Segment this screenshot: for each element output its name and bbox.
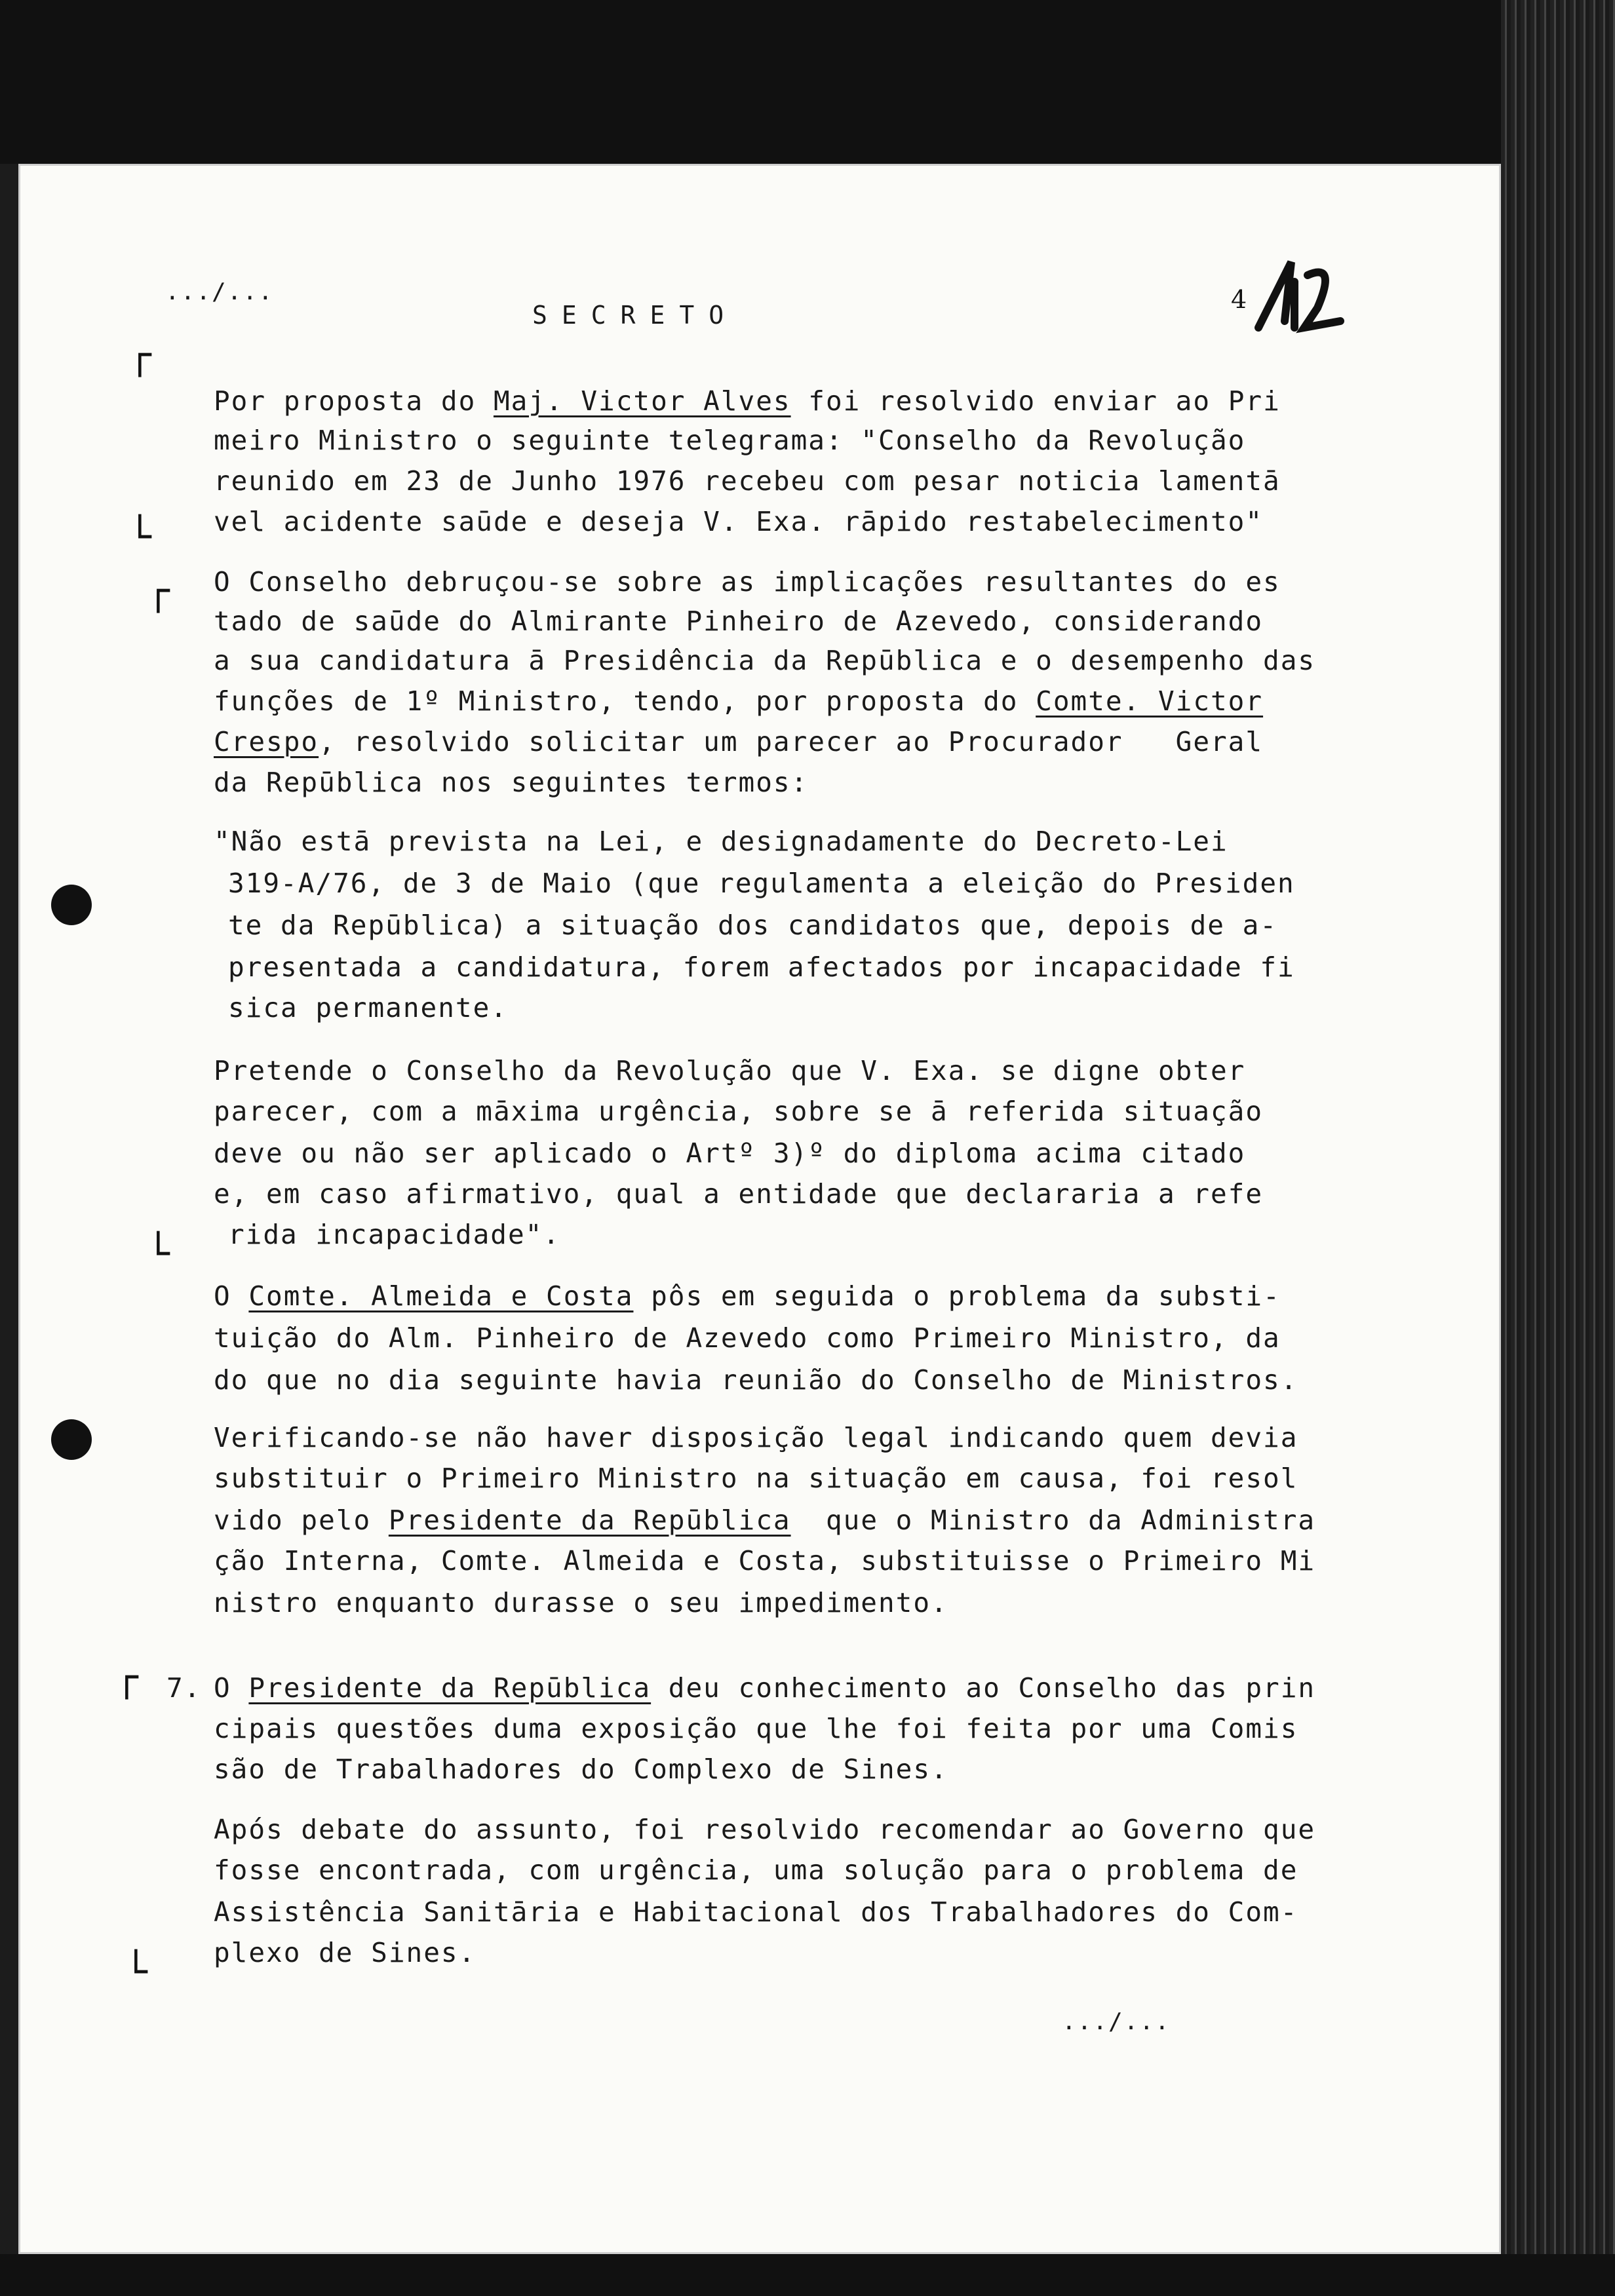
scan-border-bottom [0,2254,1615,2296]
p2-line: da Repūblica nos seguintes termos: [214,767,809,798]
punch-hole-upper [51,885,92,925]
p3-line: presentada a candidatura, forem afectados por incapacidade fi [228,951,1295,983]
punch-hole-lower [51,1419,92,1460]
p5-line: do que no dia seguinte havia reunião do Conselho de Ministros. [214,1364,1298,1396]
p2-line: O Conselho debruçou-se sobre as implicações resultantes do es [214,566,1281,598]
p6-line: ção Interna, Comte. Almeida e Costa, substituisse o Primeiro Mi [214,1545,1316,1577]
p4-line: e, em caso afirmativo, qual a entidade que declararia a refe [214,1178,1264,1210]
p2-line: tado de saūde do Almirante Pinheiro de Azevedo, considerando [214,605,1264,637]
bracket-open-mark: ┌ [115,1655,138,1699]
p4-line: rida incapacidade". [228,1219,560,1250]
name-victor-crespo: Comte. Victor [1036,685,1264,717]
p7-line: O Presidente da Repūblica deu conhecimento ao Conselho das prin [214,1672,1316,1704]
p3-line: "Não estā prevista na Lei, e designadamente do Decreto-Lei [214,826,1228,857]
p1-line: meiro Ministro o seguinte telegrama: "Conselho da Revolução [214,425,1246,456]
classification-heading: SECRETO [532,301,739,330]
p5-line: O Comte. Almeida e Costa pôs em seguida o problema da substi- [214,1280,1281,1312]
p4-line: Pretende o Conselho da Revolução que V. Exa. se digne obter [214,1055,1246,1086]
p3-line: te da Repūblica) a situação dos candidatos que, depois de a- [228,909,1278,941]
bracket-close-mark: └ [128,514,151,559]
bracket-open-mark: ┌ [147,568,170,613]
p6-line: vido pelo Presidente da Repūblica que o Ministro da Administra [214,1504,1316,1536]
p2-line: Crespo, resolvido solicitar um parecer ao Procurador Geral [214,726,1264,757]
bracket-close-mark: └ [147,1231,170,1276]
p5-line: tuição do Alm. Pinheiro de Azevedo como Primeiro Ministro, da [214,1322,1281,1354]
scan-border-right [1501,0,1615,2296]
p3-line: 319-A/76, de 3 de Maio (que regulamenta a eleição do Presiden [228,868,1295,899]
item-number: 7. [166,1672,202,1704]
name-victor-alves: Maj. Victor Alves [493,385,791,417]
p6-line: Verificando-se não haver disposição legal indicando quem devia [214,1422,1298,1453]
p3-line: sica permanente. [228,992,508,1024]
p1-line: vel acidente saūde e deseja V. Exa. rāpido restabelecimento" [214,506,1264,537]
name-presidente-da-republica: Presidente da Repūblica [248,1672,652,1704]
p8-line: Após debate do assunto, foi resolvido recomendar ao Governo que [214,1814,1316,1845]
p6-line: nistro enquanto durasse o seu impedimento. [214,1587,948,1618]
continuation-bottom: .../... [1062,2008,1171,2035]
p4-line: parecer, com a māxima urgência, sobre se ā referida situação [214,1096,1264,1127]
p1-line: reunido em 23 de Junho 1976 recebeu com pesar noticia lamentā [214,465,1281,497]
name-presidente-da-republica: Presidente da Repūblica [388,1504,791,1536]
p8-line: Assistência Sanitāria e Habitacional dos Trabalhadores do Com- [214,1896,1298,1928]
scan-border-top [0,0,1615,164]
handwritten-folio-mark [1245,249,1350,347]
bracket-open-mark: ┌ [128,332,151,377]
p6-line: substituir o Primeiro Ministro na situação em causa, foi resol [214,1463,1298,1494]
bracket-close-mark: └ [125,1949,147,1994]
p7-line: cipais questões duma exposição que lhe foi feita por uma Comis [214,1713,1298,1744]
page-number: 4 [1231,285,1247,314]
p1-line: Por proposta do Maj. Victor Alves foi resolvido enviar ao Pri [214,385,1281,417]
p7-line: são de Trabalhadores do Complexo de Sines. [214,1753,948,1785]
p4-line: deve ou não ser aplicado o Artº 3)º do diploma acima citado [214,1138,1246,1169]
p2-line: a sua candidatura ā Presidência da Repūblica e o desempenho das [214,645,1316,676]
name-crespo: Crespo [214,726,319,757]
continuation-top: .../... [165,278,274,305]
p8-line: plexo de Sines. [214,1937,477,1968]
p2-line: funções de 1º Ministro, tendo, por proposta do Comte. Victor [214,685,1264,717]
name-almeida-e-costa: Comte. Almeida e Costa [248,1280,634,1312]
p8-line: fosse encontrada, com urgência, uma solução para o problema de [214,1854,1298,1886]
